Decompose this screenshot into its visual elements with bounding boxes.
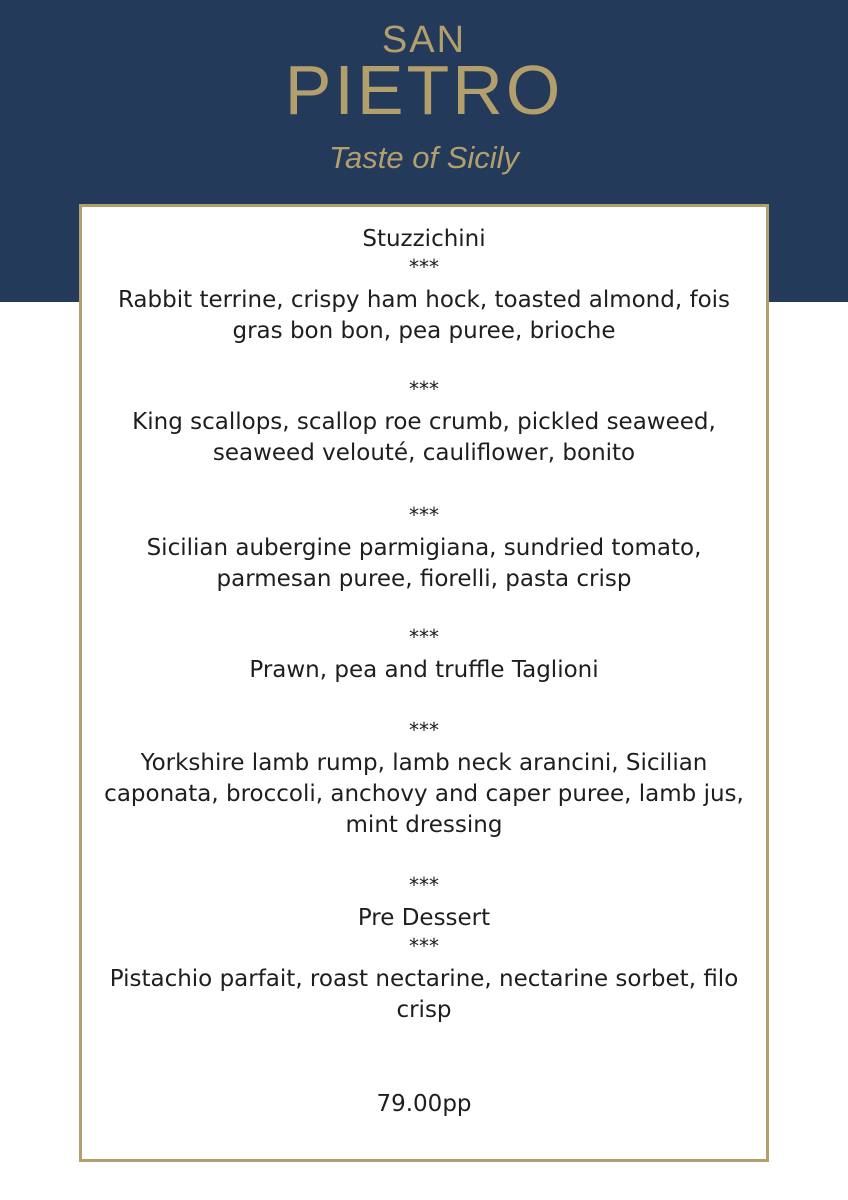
course-king-scallops: King scallops, scallop roe crumb, pickled seaweed, seaweed velouté, cauliflower, bonito bbox=[132, 409, 716, 466]
separator: *** bbox=[409, 873, 439, 897]
separator: *** bbox=[409, 718, 439, 742]
separator: *** bbox=[409, 625, 439, 649]
course-prawn-taglioni: Prawn, pea and truffle Taglioni bbox=[249, 657, 599, 683]
separator: *** bbox=[409, 377, 439, 401]
brand-line-pietro: PIETRO bbox=[284, 51, 564, 129]
course-lamb-rump: Yorkshire lamb rump, lamb neck arancini, Sicilian caponata, broccoli, anchovy and caper puree, lamb jus, mint dressing bbox=[104, 750, 744, 838]
brand-line-san: SAN bbox=[381, 19, 467, 61]
course-stuzzichini: Stuzzichini bbox=[362, 226, 486, 252]
course-rabbit-terrine: Rabbit terrine, crispy ham hock, toasted almond, fois gras bon bon, pea puree, brioche bbox=[117, 287, 731, 344]
menu-card bbox=[79, 204, 769, 1162]
separator: *** bbox=[409, 503, 439, 527]
course-pistachio-parfait: Pistachio parfait, roast nectarine, nectarine sorbet, filo crisp bbox=[109, 966, 739, 1023]
separator: *** bbox=[409, 934, 439, 958]
price: 79.00pp bbox=[376, 1091, 472, 1117]
course-pre-dessert: Pre Dessert bbox=[357, 905, 491, 931]
course-aubergine-parmigiana: Sicilian aubergine parmigiana, sundried tomato, parmesan puree, fiorelli, pasta crisp bbox=[146, 535, 702, 592]
separator: *** bbox=[409, 255, 439, 279]
tagline: Taste of Sicily bbox=[328, 140, 520, 175]
